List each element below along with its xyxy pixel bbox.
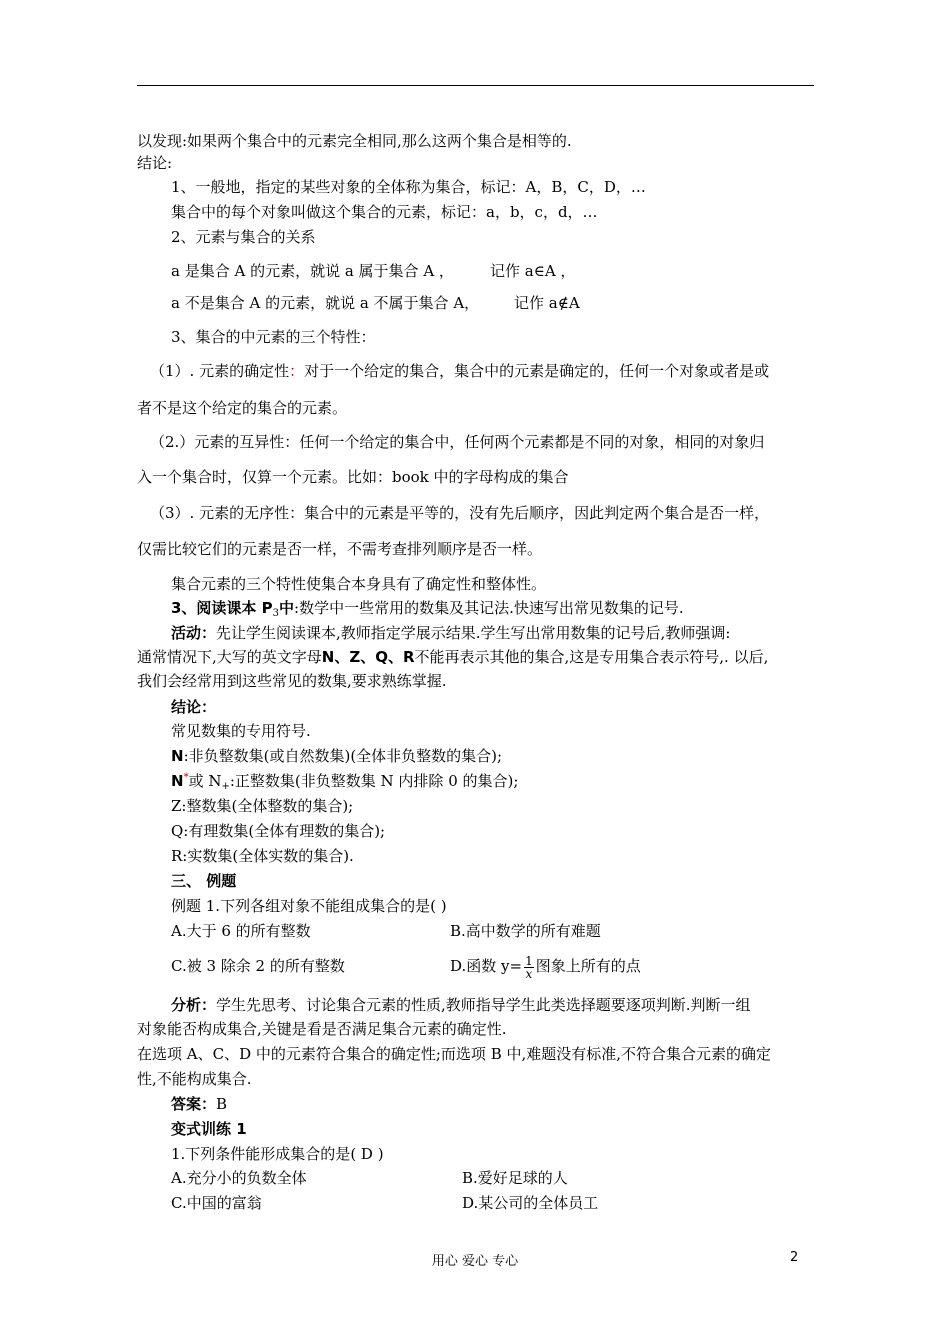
text-span: + bbox=[221, 781, 230, 792]
text-line: 常见数集的专用符号. bbox=[171, 722, 311, 740]
text-line: 以发现:如果两个集合中的元素完全相同,那么这两个集合是相等的. bbox=[137, 132, 572, 150]
option-b: B.高中数学的所有难题 bbox=[450, 922, 601, 940]
text-line: （2.）元素的互异性：任何一个给定的集合中，任何两个元素都是不同的对象，相同的对象归 bbox=[150, 433, 765, 451]
text-span: 答案： bbox=[171, 1095, 217, 1113]
text-line: 3、集合的中元素的三个特性： bbox=[171, 328, 376, 346]
text-span: 学生先思考、讨论集合元素的性质,教师指导学生此类选择题要逐项判断.判断一组 bbox=[216, 996, 751, 1014]
text-line: 者不是这个给定的集合的元素。 bbox=[137, 399, 348, 417]
text-line: 性,不能构成集合. bbox=[137, 1070, 252, 1088]
option-d bbox=[450, 952, 641, 980]
text-span: N bbox=[171, 772, 184, 790]
text-line: 集合元素的三个特性使集合本身具有了确定性和整体性。 bbox=[171, 575, 547, 593]
footer-text: 用心 爱心 专心 bbox=[431, 1254, 519, 1269]
text-line: 2、元素与集合的关系 bbox=[171, 228, 316, 246]
text-line bbox=[171, 623, 730, 643]
text-line: Q:有理数集(全体有理数的集合); bbox=[171, 822, 386, 840]
text-line: a 不是集合 A 的元素，就说 a 不属于集合 A， bbox=[171, 294, 480, 312]
text-line: R:实数集(全体实数的集合). bbox=[171, 847, 354, 865]
text-span: 活动： bbox=[171, 624, 217, 642]
text-span: 图象上所有的点 bbox=[535, 957, 641, 975]
text-span: ： bbox=[289, 362, 305, 380]
text-line bbox=[171, 995, 751, 1015]
text-span: N、Z、Q、R bbox=[321, 648, 415, 666]
option-d: D.某公司的全体员工 bbox=[462, 1194, 599, 1212]
text-line bbox=[171, 1094, 227, 1114]
text-span: * bbox=[183, 772, 189, 783]
page-number: 2 bbox=[790, 1250, 799, 1265]
text-span: B bbox=[216, 1095, 228, 1113]
text-line: （3）. 元素的无序性：集合中的元素是平等的，没有先后顺序，因此判定两个集合是否一样， bbox=[150, 504, 770, 522]
text-span: 中 bbox=[279, 599, 295, 617]
text-line: 记作 a∉A bbox=[514, 294, 580, 312]
text-line bbox=[150, 361, 769, 381]
text-span: 通常情况下,大写的英文字母 bbox=[137, 648, 322, 666]
text-line: 结论： bbox=[171, 698, 217, 716]
text-line: 变式训练 1 bbox=[171, 1120, 247, 1138]
text-line: 1.下列条件能形成集合的是( D ) bbox=[171, 1145, 384, 1163]
text-line: a 是集合 A 的元素，就说 a 属于集合 A ， bbox=[171, 262, 454, 280]
text-line: 1、一般地，指定的某些对象的全体称为集合，标记：A，B，C，D，… bbox=[171, 178, 646, 196]
text-line bbox=[171, 771, 518, 794]
text-span: 先让学生阅读课本,教师指定学展示结果.学生写出常用数集的记号后,教师强调: bbox=[216, 624, 731, 642]
text-line: 记作 a∈A ， bbox=[490, 262, 576, 280]
text-line bbox=[137, 647, 768, 667]
fraction-numerator: 1 bbox=[525, 953, 533, 968]
text-line: 集合中的每个对象叫做这个集合的元素，标记：a，b，c，d，… bbox=[171, 203, 598, 221]
option-a: A.大于 6 的所有整数 bbox=[171, 922, 311, 940]
text-line: 结论: bbox=[137, 154, 173, 172]
text-line: 对象能否构成集合,关键是看是否满足集合元素的确定性. bbox=[137, 1020, 507, 1038]
fraction bbox=[524, 955, 534, 980]
text-line: 在选项 A、C、D 中的元素符合集合的确定性;而选项 B 中,难题没有标准,不符合集合元素的确定 bbox=[137, 1045, 772, 1063]
text-line bbox=[171, 598, 684, 621]
option-c: C.被 3 除余 2 的所有整数 bbox=[171, 957, 345, 975]
text-line: 我们会经常用到这些常见的数集,要求熟练掌握. bbox=[137, 672, 447, 690]
text-span: 3 bbox=[272, 608, 280, 619]
text-line: 入一个集合时，仅算一个元素。比如：book 中的字母构成的集合 bbox=[137, 468, 569, 486]
text-span: 或 N bbox=[188, 772, 222, 790]
text-span: :正整数集(非负整数集 N 内排除 0 的集合); bbox=[229, 772, 519, 790]
text-span: 分析： bbox=[171, 996, 217, 1014]
option-c: C.中国的富翁 bbox=[171, 1194, 262, 1212]
option-a: A.充分小的负数全体 bbox=[171, 1169, 307, 1187]
option-b: B.爱好足球的人 bbox=[462, 1169, 568, 1187]
text-span: :非负整数集(或自然数集)(全体非负整数的集合); bbox=[183, 747, 503, 765]
text-span: 3、阅读课本 P bbox=[171, 599, 273, 617]
text-span: :数学中一些常用的数集及其记法.快速写出常见数集的记号. bbox=[294, 599, 684, 617]
text-span: （1）. 元素的确定性 bbox=[150, 362, 290, 380]
text-span: 不能再表示其他的集合,这是专用集合表示符号,. 以后, bbox=[414, 648, 769, 666]
text-line: 仅需比较它们的元素是否一样，不需考查排列顺序是否一样。 bbox=[137, 540, 543, 558]
text-line bbox=[171, 746, 502, 766]
text-span: D.函数 y= bbox=[450, 957, 523, 975]
text-span: N bbox=[171, 747, 184, 765]
text-line: Z:整数集(全体整数的集合); bbox=[171, 797, 354, 815]
text-span: 对于一个给定的集合，集合中的元素是确定的，任何一个对象或者是或 bbox=[304, 362, 770, 380]
header-rule bbox=[137, 85, 814, 86]
section-heading: 三、 例题 bbox=[171, 872, 237, 890]
fraction-denominator: x bbox=[525, 966, 533, 981]
text-line: 例题 1.下列各组对象不能组成集合的是( ) bbox=[171, 897, 447, 915]
